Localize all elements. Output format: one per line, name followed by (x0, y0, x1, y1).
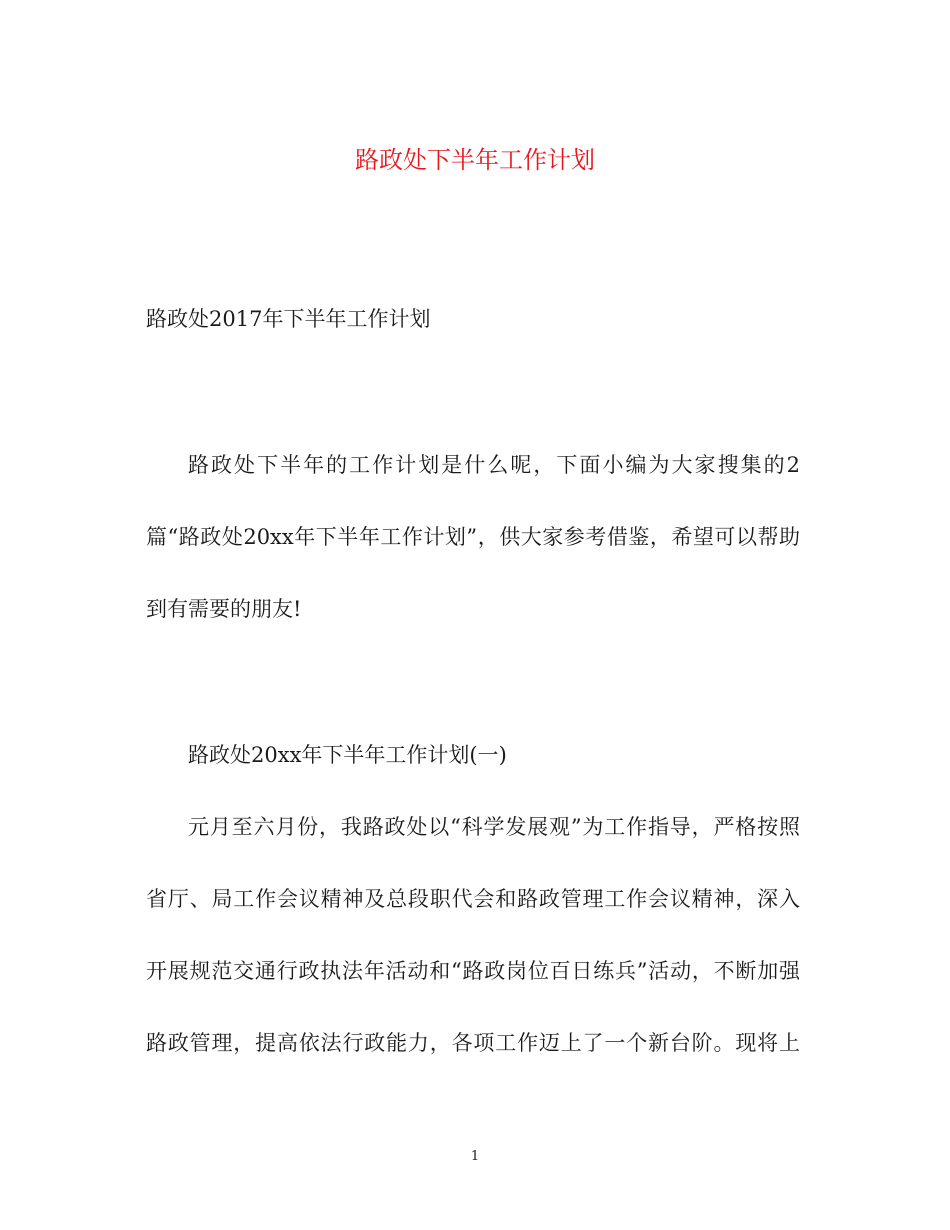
section-heading: 路政处20xx年下半年工作计划(一) (188, 743, 507, 767)
page-number: 1 (470, 1149, 480, 1164)
paragraph-line-4: 路政管理，提高依法行政能力，各项工作迈上了一个新台阶。现将上 (146, 1031, 800, 1055)
intro-line-2: 篇“路政处20xx年下半年工作计划”，供大家参考借鉴，希望可以帮助 (146, 525, 800, 549)
paragraph-line-3: 开展规范交通行政执法年活动和“路政岗位百日练兵”活动，不断加强 (146, 959, 800, 983)
intro-line-1: 路政处下半年的工作计划是什么呢，下面小编为大家搜集的2 (188, 453, 800, 477)
intro-line-3: 到有需要的朋友! (146, 597, 302, 621)
document-subtitle: 路政处2017年下半年工作计划 (146, 307, 431, 331)
paragraph-line-2: 省厅、局工作会议精神及总段职代会和路政管理工作会议精神，深入 (146, 887, 800, 911)
document-title: 路政处下半年工作计划 (355, 146, 595, 174)
paragraph-line-1: 元月至六月份，我路政处以“科学发展观”为工作指导，严格按照 (188, 815, 800, 839)
